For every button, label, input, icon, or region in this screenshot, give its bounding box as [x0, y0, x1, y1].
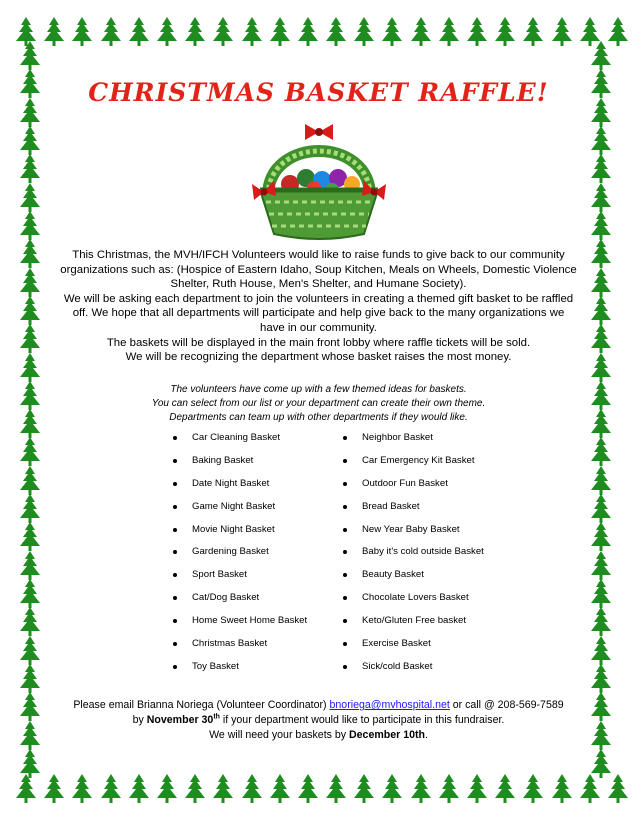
- intro-paragraph-2: We will be asking each department to join the volunteers in creating a themed gift basket to be raffled off. We hope that all departments will participate and help give back to the many organizations we have in our community.: [63, 292, 574, 334]
- intro-paragraph-3: The baskets will be displayed in the main front lobby where raffle tickets will be sold.: [106, 336, 531, 349]
- list-item: Keto/Gluten Free basket: [343, 614, 484, 637]
- christmas-tree-icon: [437, 773, 461, 805]
- christmas-tree-icon: [183, 16, 207, 48]
- christmas-tree-icon: [589, 125, 613, 157]
- christmas-tree-icon: [324, 773, 348, 805]
- christmas-tree-icon: [18, 267, 42, 299]
- christmas-tree-icon: [589, 521, 613, 553]
- deadline-suffix: if your department would like to participate in this fundraiser.: [219, 713, 505, 726]
- christmas-tree-icon: [437, 16, 461, 48]
- email-link[interactable]: bnoriega@mvhospital.net: [329, 699, 450, 711]
- list-item: Game Night Basket: [173, 500, 307, 523]
- christmas-tree-icon: [155, 16, 179, 48]
- christmas-tree-icon: [99, 773, 123, 805]
- christmas-tree-icon: [589, 238, 613, 270]
- christmas-tree-icon: [18, 635, 42, 667]
- christmas-tree-icon: [324, 16, 348, 48]
- christmas-tree-icon: [18, 493, 42, 525]
- christmas-tree-icon: [589, 153, 613, 185]
- baskets-due-suffix: .: [424, 728, 428, 741]
- list-item: Cat/Dog Basket: [173, 591, 307, 614]
- christmas-tree-icon: [240, 16, 264, 48]
- christmas-tree-icon: [521, 773, 545, 805]
- christmas-tree-icon: [18, 210, 42, 242]
- contact-text: Please email Brianna Noriega (Volunteer Coordinator): [73, 699, 330, 711]
- christmas-tree-icon: [589, 295, 613, 327]
- participation-deadline-date: November 30: [146, 713, 214, 726]
- christmas-tree-icon: [18, 720, 42, 752]
- list-item: Gardening Basket: [173, 545, 307, 568]
- christmas-tree-icon: [240, 773, 264, 805]
- christmas-tree-icon: [18, 465, 42, 497]
- christmas-tree-icon: [589, 720, 613, 752]
- christmas-tree-icon: [18, 238, 42, 270]
- page-title: CHRISTMAS BASKET RAFFLE!: [88, 78, 549, 107]
- christmas-tree-icon: [352, 773, 376, 805]
- christmas-tree-icon: [183, 773, 207, 805]
- christmas-tree-icon: [380, 16, 404, 48]
- phone-text: or call @ 208-569-7589: [449, 699, 564, 711]
- list-item: Chocolate Lovers Basket: [343, 591, 484, 614]
- list-item: New Year Baby Basket: [343, 523, 484, 546]
- christmas-tree-icon: [18, 125, 42, 157]
- christmas-tree-icon: [352, 16, 376, 48]
- list-item: Exercise Basket: [343, 637, 484, 660]
- christmas-tree-icon: [18, 352, 42, 384]
- christmas-tree-icon: [589, 663, 613, 695]
- tree-border-left: [18, 0, 58, 825]
- christmas-tree-icon: [18, 323, 42, 355]
- christmas-tree-icon: [589, 380, 613, 412]
- christmas-tree-icon: [589, 748, 613, 780]
- christmas-tree-icon: [18, 748, 42, 780]
- christmas-tree-icon: [409, 773, 433, 805]
- christmas-tree-icon: [589, 635, 613, 667]
- christmas-tree-icon: [589, 493, 613, 525]
- list-item: Outdoor Fun Basket: [343, 477, 484, 500]
- themes-intro-line-2: You can select from our list or your department can create their own theme.: [151, 397, 486, 409]
- baskets-due-date: December 10th: [349, 728, 425, 741]
- list-item: Toy Basket: [173, 660, 307, 683]
- intro-paragraph-1: This Christmas, the MVH/IFCH Volunteers would like to raise funds to give back to our community organizations such as: (Hospice of Eastern Idaho, Soup Kitchen, Meals on Wheels, Domestic Violence Shelter, Ruth House, Men's Shelter, and Humane Society).: [60, 249, 577, 291]
- christmas-tree-icon: [268, 773, 292, 805]
- list-item: Car Cleaning Basket: [173, 431, 307, 454]
- list-item: Movie Night Basket: [173, 523, 307, 546]
- christmas-tree-icon: [589, 267, 613, 299]
- baskets-due-prefix: We will need your baskets by: [209, 728, 350, 741]
- list-item: Bread Basket: [343, 500, 484, 523]
- tree-border-right: [589, 0, 629, 825]
- christmas-tree-icon: [380, 773, 404, 805]
- gift-basket-icon: [250, 118, 388, 246]
- contact-line: [60, 698, 577, 713]
- deadline-line-1: [60, 713, 577, 728]
- christmas-tree-icon: [99, 16, 123, 48]
- christmas-tree-icon: [589, 182, 613, 214]
- list-item: Home Sweet Home Basket: [173, 614, 307, 637]
- list-item: Beauty Basket: [343, 568, 484, 591]
- christmas-tree-icon: [18, 295, 42, 327]
- list-item: Sick/cold Basket: [343, 660, 484, 683]
- christmas-tree-icon: [18, 521, 42, 553]
- christmas-tree-icon: [18, 436, 42, 468]
- christmas-tree-icon: [127, 773, 151, 805]
- christmas-tree-icon: [18, 408, 42, 440]
- list-item: Neighbor Basket: [343, 431, 484, 454]
- christmas-tree-icon: [268, 16, 292, 48]
- tree-border-top: [0, 16, 637, 56]
- closing-text: [60, 698, 577, 742]
- deadline-prefix: by: [132, 713, 147, 726]
- christmas-tree-icon: [18, 663, 42, 695]
- christmas-tree-icon: [296, 773, 320, 805]
- list-item: Baby it's cold outside Basket: [343, 545, 484, 568]
- intro-paragraph-4: We will be recognizing the department whose basket raises the most money.: [125, 351, 512, 364]
- christmas-tree-icon: [589, 323, 613, 355]
- intro-text: [60, 248, 577, 365]
- themes-intro-line-3: Departments can team up with other departments if they would like.: [169, 411, 468, 423]
- ordinal-suffix: th: [213, 713, 220, 721]
- christmas-tree-icon: [550, 16, 574, 48]
- christmas-tree-icon: [18, 153, 42, 185]
- list-item: Christmas Basket: [173, 637, 307, 660]
- christmas-tree-icon: [589, 352, 613, 384]
- themes-intro: [60, 383, 577, 424]
- christmas-tree-icon: [521, 16, 545, 48]
- christmas-tree-icon: [550, 773, 574, 805]
- christmas-tree-icon: [589, 408, 613, 440]
- christmas-tree-icon: [70, 16, 94, 48]
- list-item: Date Night Basket: [173, 477, 307, 500]
- list-item: Car Emergency Kit Basket: [343, 454, 484, 477]
- themes-intro-line-1: The volunteers have come up with a few themed ideas for baskets.: [170, 384, 467, 395]
- christmas-tree-icon: [18, 40, 42, 72]
- participation-deadline: [147, 714, 220, 726]
- christmas-tree-icon: [493, 16, 517, 48]
- christmas-tree-icon: [18, 691, 42, 723]
- tree-border-bottom: [0, 773, 637, 813]
- christmas-tree-icon: [409, 16, 433, 48]
- deadline-line-2: [60, 728, 577, 743]
- christmas-tree-icon: [589, 691, 613, 723]
- themes-list-left: [173, 431, 307, 683]
- christmas-tree-icon: [465, 773, 489, 805]
- christmas-tree-icon: [155, 773, 179, 805]
- list-item: Baking Basket: [173, 454, 307, 477]
- christmas-tree-icon: [70, 773, 94, 805]
- christmas-tree-icon: [296, 16, 320, 48]
- christmas-tree-icon: [589, 550, 613, 582]
- christmas-tree-icon: [589, 40, 613, 72]
- christmas-tree-icon: [18, 550, 42, 582]
- themes-list-right: [343, 431, 484, 683]
- christmas-tree-icon: [589, 465, 613, 497]
- christmas-tree-icon: [589, 578, 613, 610]
- christmas-tree-icon: [18, 380, 42, 412]
- christmas-tree-icon: [211, 773, 235, 805]
- list-item: Sport Basket: [173, 568, 307, 591]
- christmas-tree-icon: [589, 210, 613, 242]
- christmas-tree-icon: [18, 182, 42, 214]
- christmas-tree-icon: [493, 773, 517, 805]
- christmas-tree-icon: [589, 436, 613, 468]
- christmas-tree-icon: [465, 16, 489, 48]
- christmas-tree-icon: [18, 578, 42, 610]
- christmas-tree-icon: [18, 606, 42, 638]
- christmas-tree-icon: [211, 16, 235, 48]
- christmas-tree-icon: [127, 16, 151, 48]
- christmas-tree-icon: [589, 606, 613, 638]
